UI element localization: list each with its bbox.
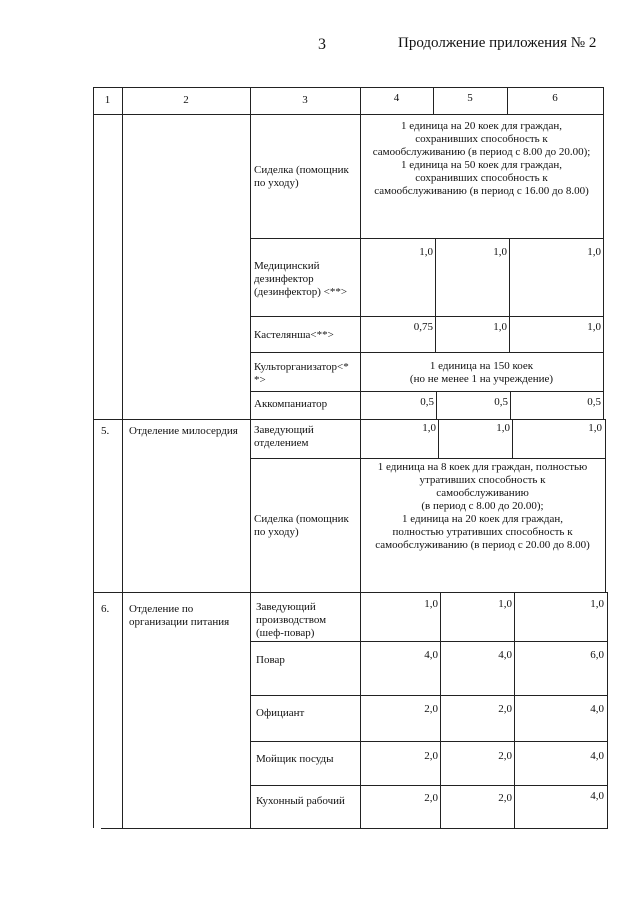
value-col-4: 1,0	[419, 246, 433, 258]
value-col-5: 0,5	[494, 396, 508, 408]
value-col-6: 4,0	[590, 750, 604, 762]
value-col-6: 0,5	[587, 396, 601, 408]
position-label: Аккомпаниатор	[254, 398, 328, 410]
page-number: 3	[318, 36, 326, 53]
value-col-5: 2,0	[498, 750, 512, 762]
value-col-4: 2,0	[424, 750, 438, 762]
position-label: Мойщик посуды	[256, 753, 334, 765]
value-col-6: 4,0	[590, 790, 604, 802]
value-col-4: 2,0	[424, 703, 438, 715]
position-label: Сиделка (помощник по уходу)	[254, 164, 349, 189]
department-name: Отделение милосердия	[129, 425, 238, 437]
position-label: Медицинский дезинфектор (дезинфектор) <**>	[254, 260, 348, 298]
value-col-4: 0,75	[413, 321, 433, 333]
position-label: Культорганизатор<* *>	[254, 361, 349, 386]
value-col-5: 1,0	[496, 422, 510, 434]
merged-norm: 1 единица на 20 коек для граждан, сохранивших способность к самообслуживанию (в период с 8.00 до 20.00); 1 единица на 50 коек для граждан, сохранивших способность к самообслуживанию (в период с 16.00 до 8.00)	[372, 120, 591, 197]
position-label: Официант	[256, 707, 305, 719]
value-col-5: 1,0	[498, 598, 512, 610]
merged-norm: 1 единица на 8 коек для граждан, полностью утративших способность к самообслуживанию (в период с 8.00 до 20.00); 1 единица на 20 коек для граждан, полностью утративших способность к самообслуживанию (в период с 20.00 до 8.00)	[375, 461, 590, 551]
value-col-6: 1,0	[588, 422, 602, 434]
value-col-4: 4,0	[424, 649, 438, 661]
value-col-5: 4,0	[498, 649, 512, 661]
position-label: Повар	[256, 654, 285, 666]
value-col-6: 6,0	[590, 649, 604, 661]
header-col-4: 4	[393, 92, 400, 104]
row-number: 6.	[101, 603, 110, 615]
header-col-6: 6	[552, 92, 558, 104]
value-col-6: 4,0	[590, 703, 604, 715]
merged-norm: 1 единица на 150 коек (но не менее 1 на учреждение)	[409, 360, 554, 385]
value-col-5: 1,0	[493, 321, 507, 333]
position-label: Сиделка (помощник по уходу)	[254, 513, 349, 538]
value-col-6: 1,0	[587, 246, 601, 258]
position-label: Кастелянша<**>	[254, 329, 334, 341]
value-col-4: 1,0	[422, 422, 436, 434]
value-col-6: 1,0	[590, 598, 604, 610]
header-col-1: 1	[104, 94, 111, 106]
value-col-4: 2,0	[424, 792, 438, 804]
value-col-5: 2,0	[498, 792, 512, 804]
department-name: Отделение по организации питания	[129, 603, 230, 628]
value-col-5: 1,0	[493, 246, 507, 258]
row-number: 5.	[101, 425, 110, 437]
value-col-4: 1,0	[424, 598, 438, 610]
position-label: Заведующий производством (шеф-повар)	[256, 601, 327, 639]
position-label: Заведующий отделением	[254, 424, 314, 449]
value-col-6: 1,0	[587, 321, 601, 333]
position-label: Кухонный рабочий	[256, 795, 345, 807]
value-col-5: 2,0	[498, 703, 512, 715]
appendix-title: Продолжение приложения № 2	[398, 35, 597, 51]
header-col-3: 3	[302, 94, 308, 106]
header-col-2: 2	[183, 94, 189, 106]
header-col-5: 5	[467, 92, 473, 104]
value-col-4: 0,5	[420, 396, 434, 408]
